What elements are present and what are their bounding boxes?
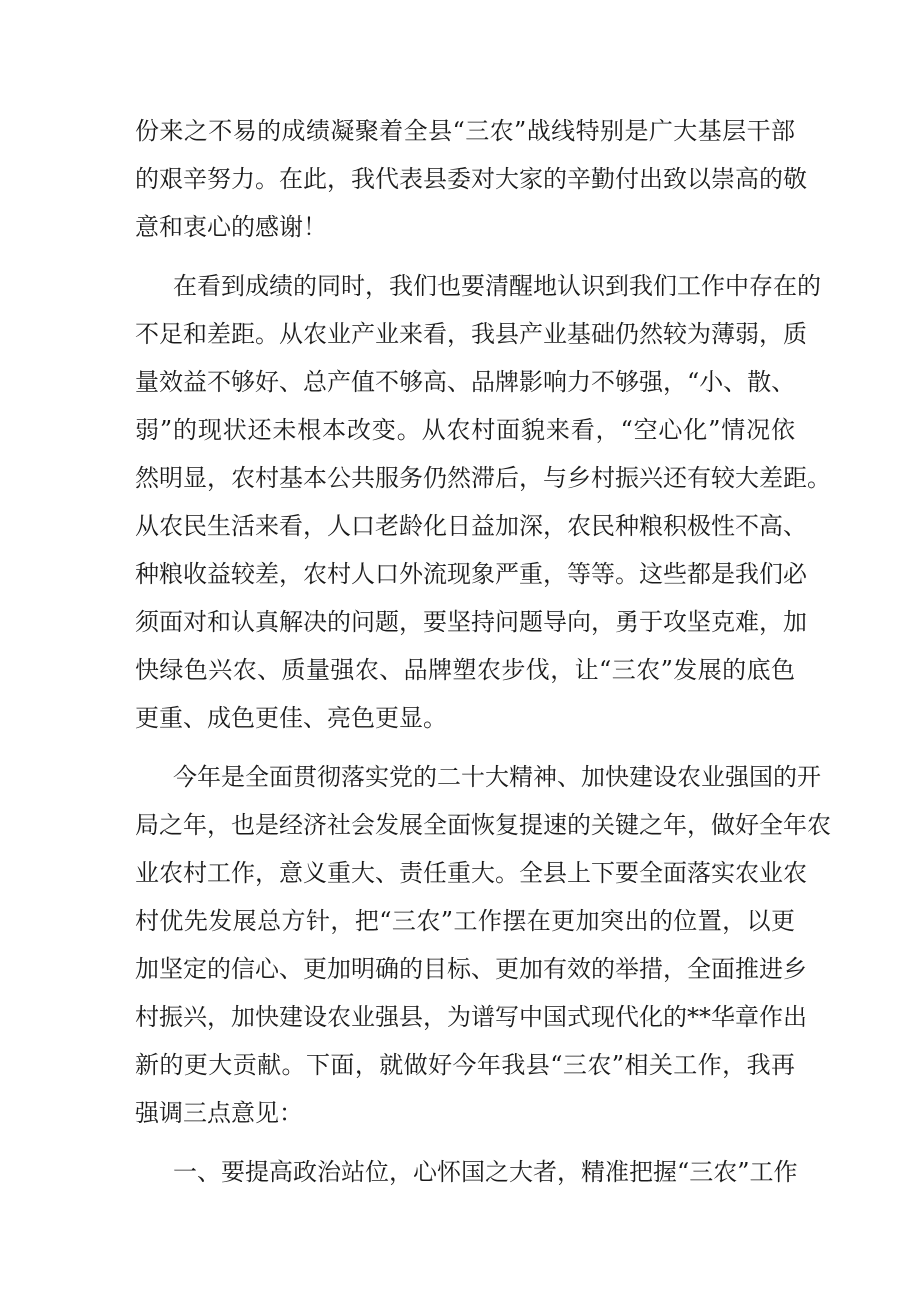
- text-line: 更重、成色更佳、亮色更显。: [135, 704, 447, 732]
- text-line: 不足和差距。从农业产业来看，我县产业基础仍然较为薄弱，质: [135, 320, 807, 348]
- text-line: 局之年，也是经济社会发展全面恢复提速的关键之年，做好全年农: [135, 811, 831, 839]
- text-line: 加坚定的信心、更加明确的目标、更加有效的举措，全面推进乡: [135, 955, 807, 983]
- text-line: 然明显，农村基本公共服务仍然滞后，与乡村振兴还有较大差距。: [135, 464, 831, 492]
- text-line: 意和衷心的感谢！: [135, 213, 327, 241]
- text-line: 弱”的现状还未根本改变。从农村面貌来看，“空心化”情况依: [135, 416, 795, 444]
- text-line: 在看到成绩的同时，我们也要清醒地认识到我们工作中存在的: [173, 272, 821, 300]
- text-line: 业农村工作，意义重大、责任重大。全县上下要全面落实农业农: [135, 859, 807, 887]
- text-line: 一、要提高政治站位，心怀国之大者，精准把握“三农”工作: [173, 1158, 798, 1186]
- text-line: 强调三点意见：: [135, 1099, 303, 1127]
- text-line: 须面对和认真解决的问题，要坚持问题导向，勇于攻坚克难，加: [135, 608, 807, 636]
- text-line: 今年是全面贯彻落实党的二十大精神、加快建设农业强国的开: [173, 763, 821, 791]
- text-line: 种粮收益较差，农村人口外流现象严重，等等。这些都是我们必: [135, 560, 807, 588]
- text-line: 新的更大贡献。下面，就做好今年我县“三农”相关工作，我再: [135, 1051, 795, 1079]
- text-line: 村振兴，加快建设农业强县，为谱写中国式现代化的**华章作出: [135, 1003, 807, 1031]
- text-line: 村优先发展总方针，把“三农”工作摆在更加突出的位置，以更: [135, 907, 795, 935]
- text-line: 的艰辛努力。在此，我代表县委对大家的辛勤付出致以崇高的敬: [135, 165, 807, 193]
- text-line: 快绿色兴农、质量强农、品牌塑农步伐，让“三农”发展的底色: [135, 656, 795, 684]
- text-line: 份来之不易的成绩凝聚着全县“三农”战线特别是广大基层干部: [135, 117, 795, 145]
- text-line: 从农民生活来看，人口老龄化日益加深，农民种粮积极性不高、: [135, 512, 807, 540]
- text-line: 量效益不够好、总产值不够高、品牌影响力不够强，“小、散、: [135, 368, 796, 396]
